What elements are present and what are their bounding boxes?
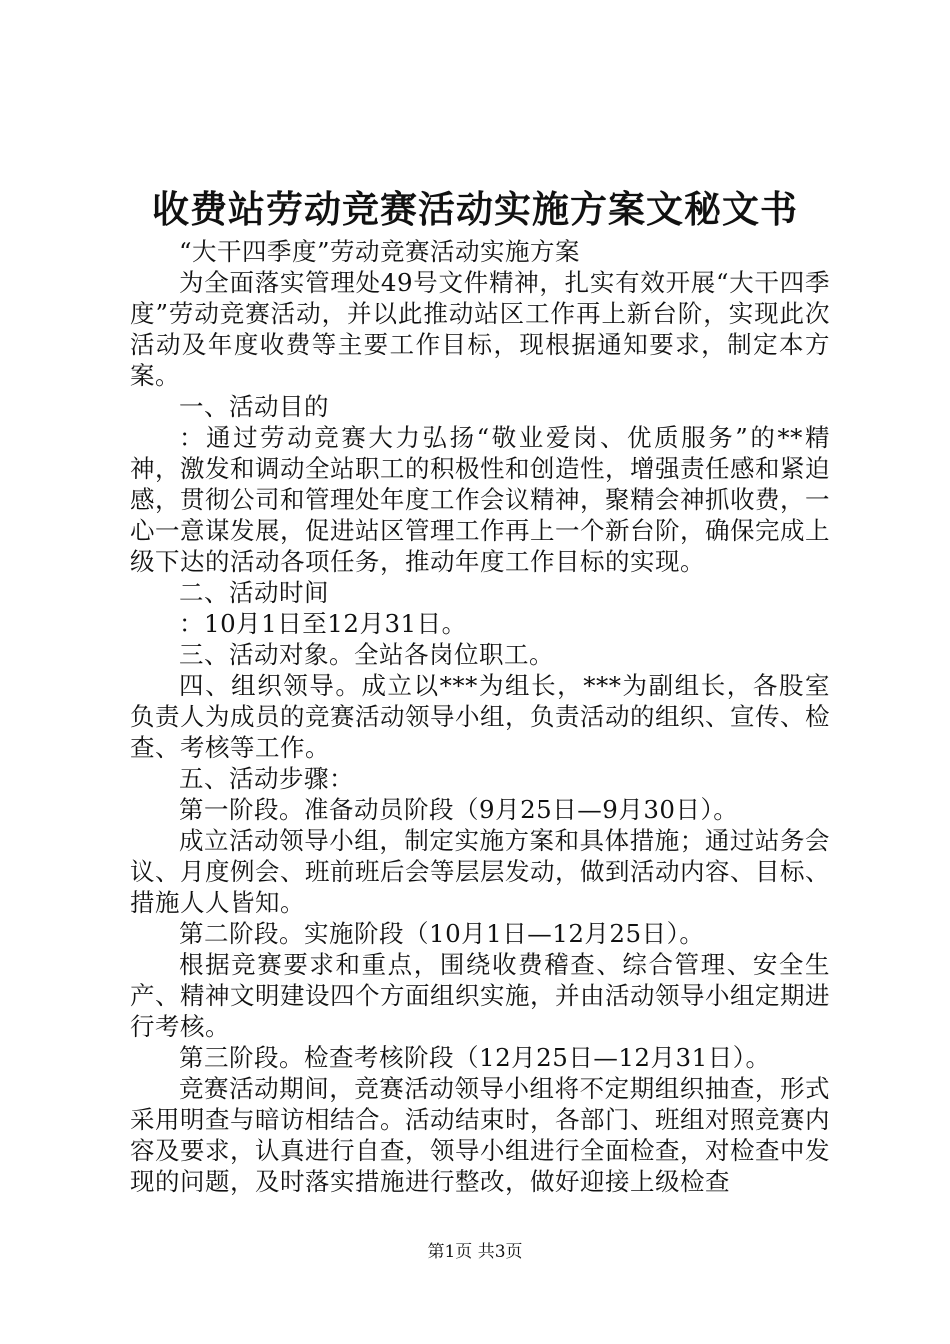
intro-paragraph: 为全面落实管理处49号文件精神，扎实有效开展“大干四季度”劳动竞赛活动，并以此推动站区工作再上新台阶，实现此次活动及年度收费等主要工作目标，现根据通知要求，制定本方案。: [130, 268, 830, 390]
section-heading-time: 二、活动时间: [179, 578, 329, 607]
leadership-paragraph: 四、组织领导。成立以***为组长，***为副组长，各股室负责人为成员的竞赛活动领导小组，负责活动的组织、宣传、检查、考核等工作。: [130, 671, 830, 762]
phase-one-paragraph: 成立活动领导小组，制定实施方案和具体措施；通过站务会议、月度例会、班前班后会等层层发动，做到活动内容、目标、措施人人皆知。: [130, 826, 830, 917]
purpose-paragraph: ：通过劳动竞赛大力弘扬“敬业爱岗、优质服务”的**精神，激发和调动全站职工的积极性和创造性，增强责任感和紧迫感，贯彻公司和管理处年度工作会议精神，聚精会神抓收费，一心一意谋发展，促进站区管理工作再上一个新台阶，确保完成上级下达的活动各项任务，推动年度工作目标的实现。: [130, 423, 830, 576]
phase-two-paragraph: 根据竞赛要求和重点，围绕收费稽查、综合管理、安全生产、精神文明建设四个方面组织实施，并由活动领导小组定期进行考核。: [130, 950, 830, 1041]
document-title: 收费站劳动竞赛活动实施方案文秘文书: [152, 187, 798, 231]
subtitle-paragraph: “大干四季度”劳动竞赛活动实施方案: [179, 237, 581, 266]
phase-three-heading: 第三阶段。检查考核阶段（12月25日—12月31日）。: [179, 1043, 771, 1072]
target-paragraph: 三、活动对象。全站各岗位职工。: [179, 640, 554, 669]
section-heading-steps: 五、活动步骤：: [179, 764, 354, 793]
phase-two-heading: 第二阶段。实施阶段（10月1日—12月25日）。: [179, 919, 705, 948]
section-heading-purpose: 一、活动目的: [179, 392, 329, 421]
time-paragraph: ：10月1日至12月31日。: [179, 609, 467, 638]
page-footer: 第1页 共3页: [427, 1242, 523, 1262]
document-body: [130, 236, 830, 1197]
phase-one-heading: 第一阶段。准备动员阶段（9月25日—9月30日）。: [179, 795, 739, 824]
phase-three-paragraph: 竞赛活动期间，竞赛活动领导小组将不定期组织抽查，形式采用明查与暗访相结合。活动结束时，各部门、班组对照竞赛内容及要求，认真进行自查，领导小组进行全面检查，对检查中发现的问题，及时落实措施进行整改，做好迎接上级检查: [130, 1074, 830, 1196]
